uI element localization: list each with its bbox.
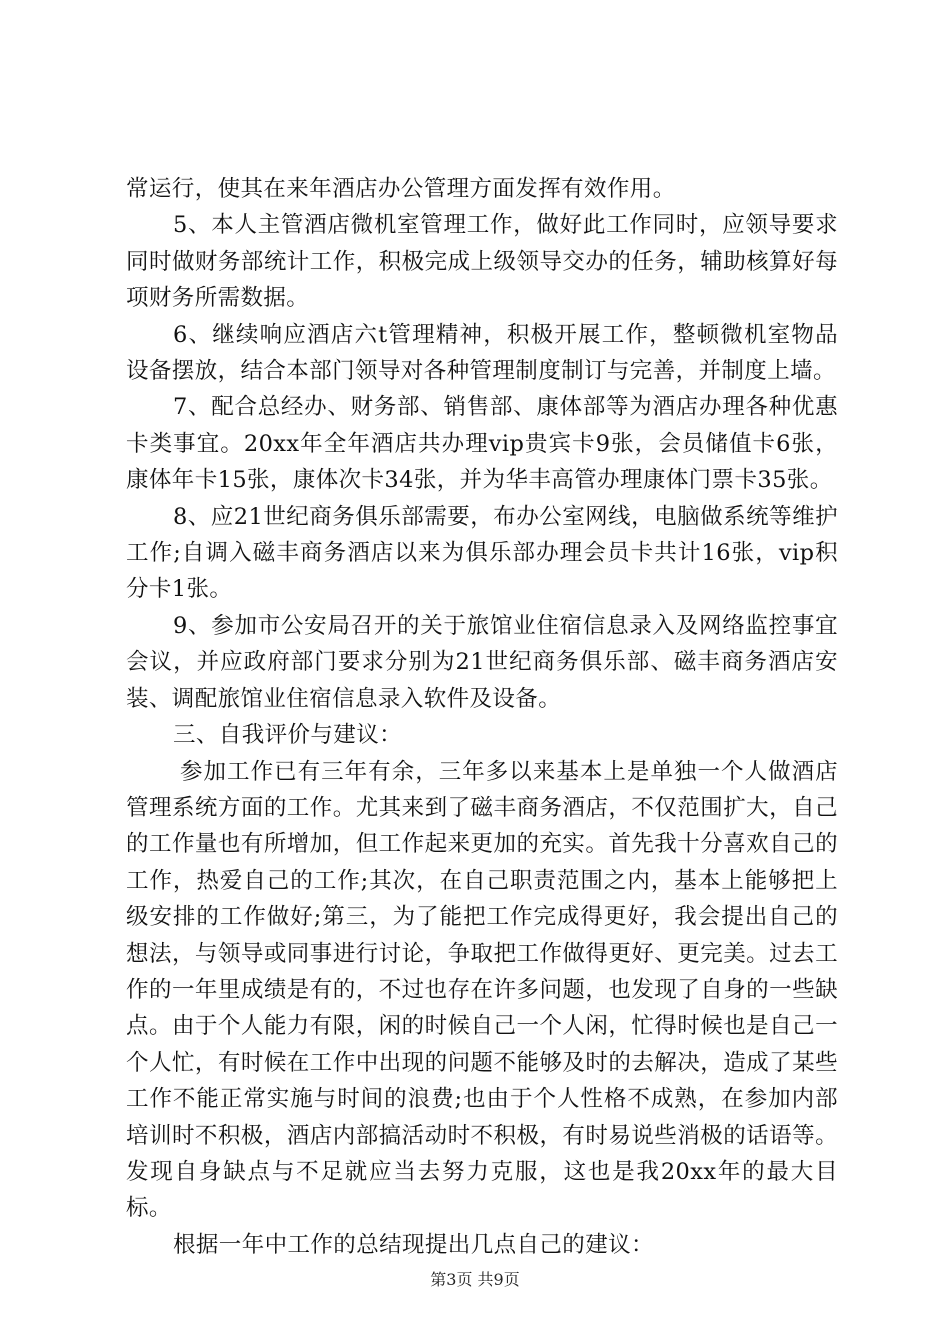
paragraph-item-9: 9、参加市公安局召开的关于旅馆业住宿信息录入及网络监控事宜会议，并应政府部门要求分别为21世纪商务俱乐部、磁丰商务酒店安装、调配旅馆业住宿信息录入软件及设备。 <box>126 612 838 712</box>
paragraph-item-7: 7、配合总经办、财务部、销售部、康体部等为酒店办理各种优惠卡类事宜。20xx年全年酒店共办理vip贵宾卡9张，会员储值卡6张，康体年卡15张，康体次卡34张，并为华丰高管办理康体门票卡35张。 <box>126 394 838 494</box>
paragraph-self-evaluation: 参加工作已有三年有余，三年多以来基本上是单独一个人做酒店管理系统方面的工作。尤其来到了磁丰商务酒店，不仅范围扩大，自己的工作量也有所增加，但工作起来更加的充实。首先我十分喜欢自己的工作，热爱自己的工作;其次，在自己职责范围之内，基本上能够把上级安排的工作做好;第三，为了能把工作完成得更好，我会提出自己的想法，与领导或同事进行讨论，争取把工作做得更好、更完美。过去工作的一年里成绩是有的，不过也存在许多问题，也发现了自身的一些缺点。由于个人能力有限，闲的时候自己一个人闲，忙得时候也是自己一个人忙，有时候在工作中出现的问题不能够及时的去解决，造成了某些工作不能正常实施与时间的浪费;也由于个人性格不成熟，在参加内部培训时不积极，酒店内部搞活动时不积极，有时易说些消极的话语等。发现自身缺点与不足就应当去努力克服，这也是我20xx年的最大目标。 <box>126 758 838 1222</box>
section-heading-self-evaluation: 三、自我评价与建议： <box>173 722 403 749</box>
document-body <box>126 171 838 1263</box>
page-footer: 第3页 共9页 <box>430 1270 520 1289</box>
paragraph-continuation: 常运行，使其在来年酒店办公管理方面发挥有效作用。 <box>126 176 676 202</box>
paragraph-item-8: 8、应21世纪商务俱乐部需要，布办公室网线，电脑做系统等维护工作;自调入磁丰商务酒店以来为俱乐部办理会员卡共计16张，vip积分卡1张。 <box>126 503 838 603</box>
paragraph-suggestions-intro: 根据一年中工作的总结现提出几点自己的建议： <box>173 1231 654 1258</box>
paragraph-item-5: 5、本人主管酒店微机室管理工作，做好此工作同时，应领导要求同时做财务部统计工作，积极完成上级领导交办的任务，辅助核算好每项财务所需数据。 <box>126 212 838 312</box>
paragraph-item-6: 6、继续响应酒店六t管理精神，积极开展工作，整顿微机室物品设备摆放，结合本部门领导对各种管理制度制订与完善，并制度上墙。 <box>126 321 838 385</box>
